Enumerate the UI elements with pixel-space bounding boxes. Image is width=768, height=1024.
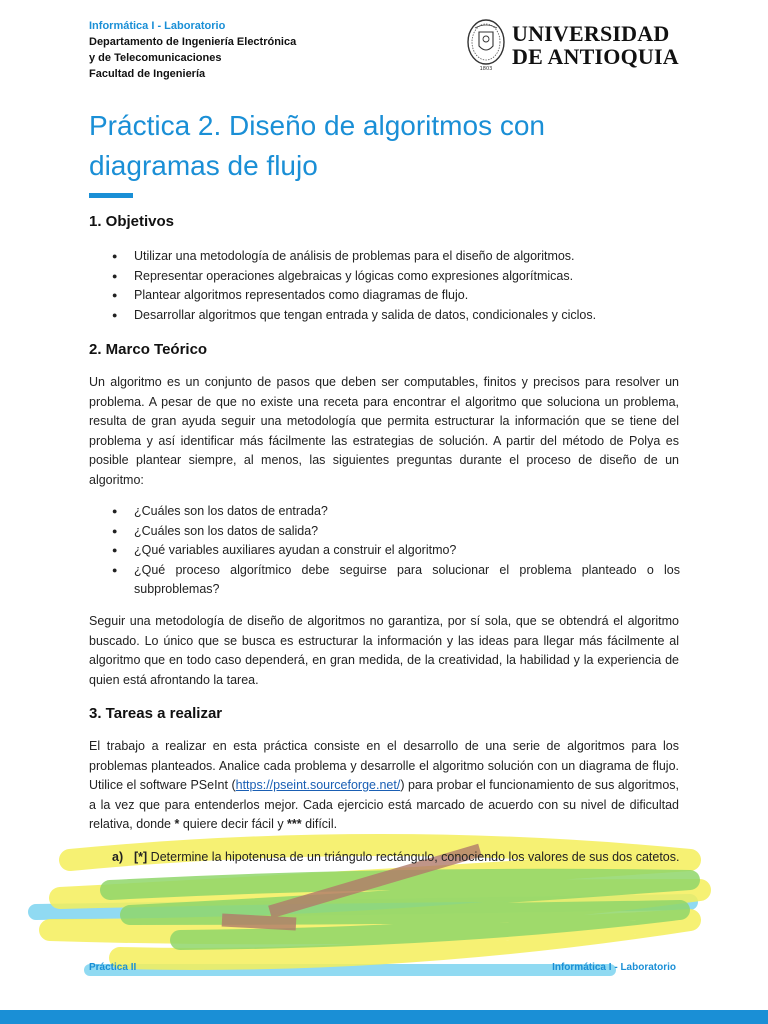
tareas-paragraph [89,737,679,835]
hard-mark: *** [287,817,302,831]
tareas-text-b: ) para probar el funcionamiento de sus algoritmos, a la vez que para entenderlos mejor. Cada ejercicio está marcado de acuerdo con su nivel de dificultad relativa, donde [89,778,679,831]
footer-left: Práctica II [89,962,137,973]
page-header [89,18,296,82]
header-department-line-1: Departamento de Ingeniería Electrónica [89,36,297,48]
list-item: ● Plantear algoritmos representados como diagramas de flujo. [110,286,690,306]
list-item: ● Desarrollar algoritmos que tengan entrada y salida de datos, condicionales y ciclos. [110,306,690,326]
exercise-body [134,846,680,869]
header-course: Informática I - Laboratorio [89,20,226,32]
university-logo-text [512,22,679,68]
list-item: ● ¿Cuáles son los datos de salida? [110,522,690,542]
footer-right: Informática I - Laboratorio [552,962,676,973]
tareas-text-a: El trabajo a realizar en esta práctica consiste en el desarrollo de una serie de algoritmos para los problemas planteados. Analice cada problema y desarrolle el algoritmo solución con un diagrama de flujo. Utilice el software PSeInt ( [89,739,679,792]
logo-line-2: DE ANTIOQUIA [512,44,679,69]
tareas-text-d: difícil. [301,817,338,831]
marco-paragraph-1: Un algoritmo es un conjunto de pasos que deben ser computables, finitos y precisos para resolver un problema. A pesar de que no existe una receta para encontrar el algoritmo que soluciona un problema, resulta de gran ayuda seguir una metodología que permita estructurar la información que se tiene del problema y así identificar más fácilmente las estrategias de solución. A partir del método de Polya es posible plantear siempre, al menos, las siguientes preguntas durante el proceso de diseño de un algoritmo: [89,375,679,487]
green-highlight-stroke [110,879,690,940]
tareas-text-c: quiere decir fácil y [179,817,288,831]
section-heading-tareas: 3. Tareas a realizar [89,705,223,722]
header-faculty: Facultad de Ingeniería [89,68,206,80]
section-heading-marco-teorico: 2. Marco Teórico [89,341,208,358]
list-item: ● ¿Qué proceso algorítmico debe seguirse para solucionar el problema planteado o los subproblemas? [110,561,680,600]
exercise-number: a) [112,850,124,864]
pseint-link[interactable]: https://pseint.sourceforge.net/ [235,778,401,792]
easy-mark: * [174,817,180,831]
seal-year: 1803 [479,66,493,72]
list-item: ● ¿Cuáles son los datos de entrada? [110,502,690,522]
exercise-level: [*] [134,850,148,864]
list-item: ● Utilizar una metodología de análisis de problemas para el diseño de algoritmos. [110,247,690,267]
polya-questions-list [110,502,690,600]
cyan-highlight-stroke [36,902,690,912]
section-heading-objetivos: 1. Objetivos [89,213,175,230]
university-seal-icon [466,18,506,72]
marco-paragraph-2: Seguir una metodología de diseño de algoritmos no garantiza, por sí sola, que se obtendrá el algoritmo buscado. Lo único que se busca es estructurar la información y las ideas para llegar más fácilmente al algoritmo que en todo caso dependerá, en gran medida, de la creatividad, la habilidad y la experiencia de quien está afrontando la tarea. [89,614,679,687]
logo-line-1: UNIVERSIDAD [512,21,670,46]
list-item: ● ¿Qué variables auxiliares ayudan a construir el algoritmo? [110,541,690,561]
exercise-text: Determine la hipotenusa de un triángulo rectángulo, conociendo los valores de sus dos catetos. [147,850,680,864]
exercise-a [112,846,680,869]
list-item: ● Representar operaciones algebraicas y lógicas como expresiones algorítmicas. [110,267,690,287]
page-title: Práctica 2. Diseño de algoritmos con diagramas de flujo [89,110,545,181]
footer-bar [0,1010,768,1024]
title-underline-bar [89,193,133,198]
header-department-line-2: y de Telecomunicaciones [89,52,222,64]
objetivos-list [110,247,690,325]
